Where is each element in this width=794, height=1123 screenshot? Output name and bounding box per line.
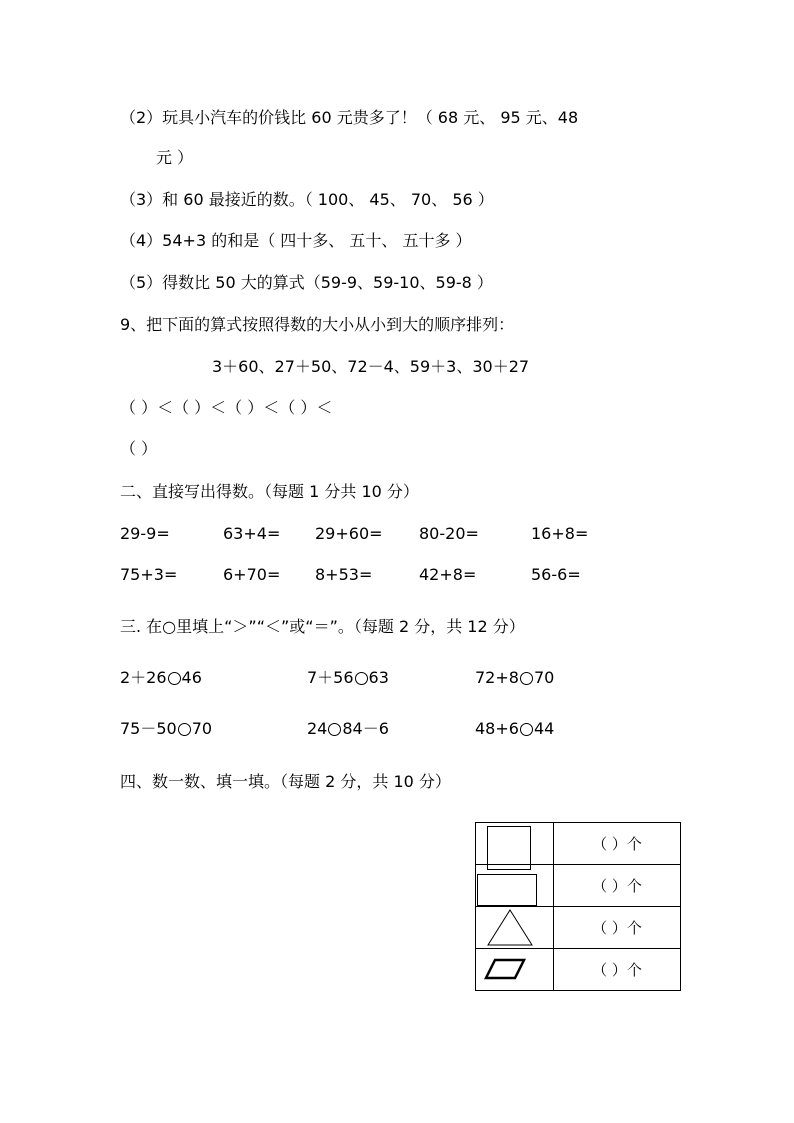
calc-item: 63+4= bbox=[223, 524, 281, 543]
q9-blank-row2: （ ） bbox=[120, 439, 158, 458]
square-icon bbox=[487, 826, 531, 870]
compare-item: 48+6 44 bbox=[475, 719, 555, 738]
calc-item: 29-9= bbox=[120, 524, 170, 543]
shape-cell bbox=[476, 907, 554, 949]
section4-title: 四、数一数、填一填。（每题 2 分，共 10 分） bbox=[120, 772, 451, 791]
q9-title: 9、把下面的算式按照得数的大小从小到大的顺序排列： bbox=[120, 315, 515, 334]
q8-2-line1: （2）玩具小汽车的价钱比 60 元贵多了！（ 68 元、 95 元、48 bbox=[120, 108, 579, 127]
calc-item: 56-6= bbox=[531, 565, 581, 584]
q8-3: （3）和 60 最接近的数。（ 100、 45、 70、 56 ） bbox=[120, 190, 494, 209]
calc-item: 29+60= bbox=[315, 524, 383, 543]
answer-blank[interactable]: （ ）个 bbox=[554, 949, 681, 991]
circle-blank-icon[interactable] bbox=[520, 672, 533, 685]
shape-cell bbox=[476, 865, 554, 907]
compare-item: 75－50 70 bbox=[120, 719, 213, 738]
triangle-icon bbox=[476, 907, 553, 948]
answer-blank[interactable]: （ ）个 bbox=[554, 907, 681, 949]
q8-2-line2: 元 ） bbox=[156, 148, 194, 167]
calc-item: 42+8= bbox=[419, 565, 477, 584]
shape-cell bbox=[476, 949, 554, 991]
compare-item: 72+8 70 bbox=[475, 668, 555, 687]
calc-item: 8+53= bbox=[315, 565, 373, 584]
compare-item: 2＋26 46 bbox=[120, 668, 202, 687]
calc-item: 80-20= bbox=[419, 524, 479, 543]
shape-count-table bbox=[475, 822, 681, 991]
circle-blank-icon[interactable] bbox=[178, 723, 191, 736]
section3-row-1 bbox=[120, 668, 720, 688]
parallelogram-icon bbox=[476, 949, 553, 990]
shape-cell bbox=[476, 823, 554, 865]
circle-blank-icon[interactable] bbox=[355, 672, 368, 685]
circle-blank-icon[interactable] bbox=[328, 723, 341, 736]
section3-row-2 bbox=[120, 719, 720, 739]
q9-expressions: 3＋60、27＋50、72－4、59＋3、30＋27 bbox=[212, 357, 530, 376]
table-row bbox=[476, 865, 681, 907]
section3-title: 三. 在○里填上“＞”“＜”或“＝”。（每题 2 分，共 12 分） bbox=[120, 617, 525, 636]
answer-blank[interactable]: （ ）个 bbox=[554, 865, 681, 907]
table-row bbox=[476, 907, 681, 949]
calc-item: 75+3= bbox=[120, 565, 178, 584]
section2-row-2 bbox=[120, 565, 720, 585]
section2-title: 二、直接写出得数。（每题 1 分共 10 分） bbox=[120, 482, 419, 501]
q8-5: （5）得数比 50 大的算式（59-9、59-10、59-8 ） bbox=[120, 273, 493, 292]
circle-blank-icon[interactable] bbox=[520, 723, 533, 736]
compare-item: 24 84－6 bbox=[307, 719, 389, 738]
table-row bbox=[476, 823, 681, 865]
circle-blank-icon[interactable] bbox=[168, 672, 181, 685]
calc-item: 6+70= bbox=[223, 565, 281, 584]
q9-blank-row1: （ ）＜（ ）＜（ ）＜（ ）＜ bbox=[120, 398, 333, 417]
q8-4: （4）54+3 的和是（ 四十多、 五十、 五十多 ） bbox=[120, 231, 472, 250]
table-row bbox=[476, 949, 681, 991]
answer-blank[interactable]: （ ）个 bbox=[554, 823, 681, 865]
section2-row-1 bbox=[120, 524, 720, 544]
rectangle-icon bbox=[477, 874, 537, 906]
compare-item: 7＋56 63 bbox=[307, 668, 389, 687]
calc-item: 16+8= bbox=[531, 524, 589, 543]
